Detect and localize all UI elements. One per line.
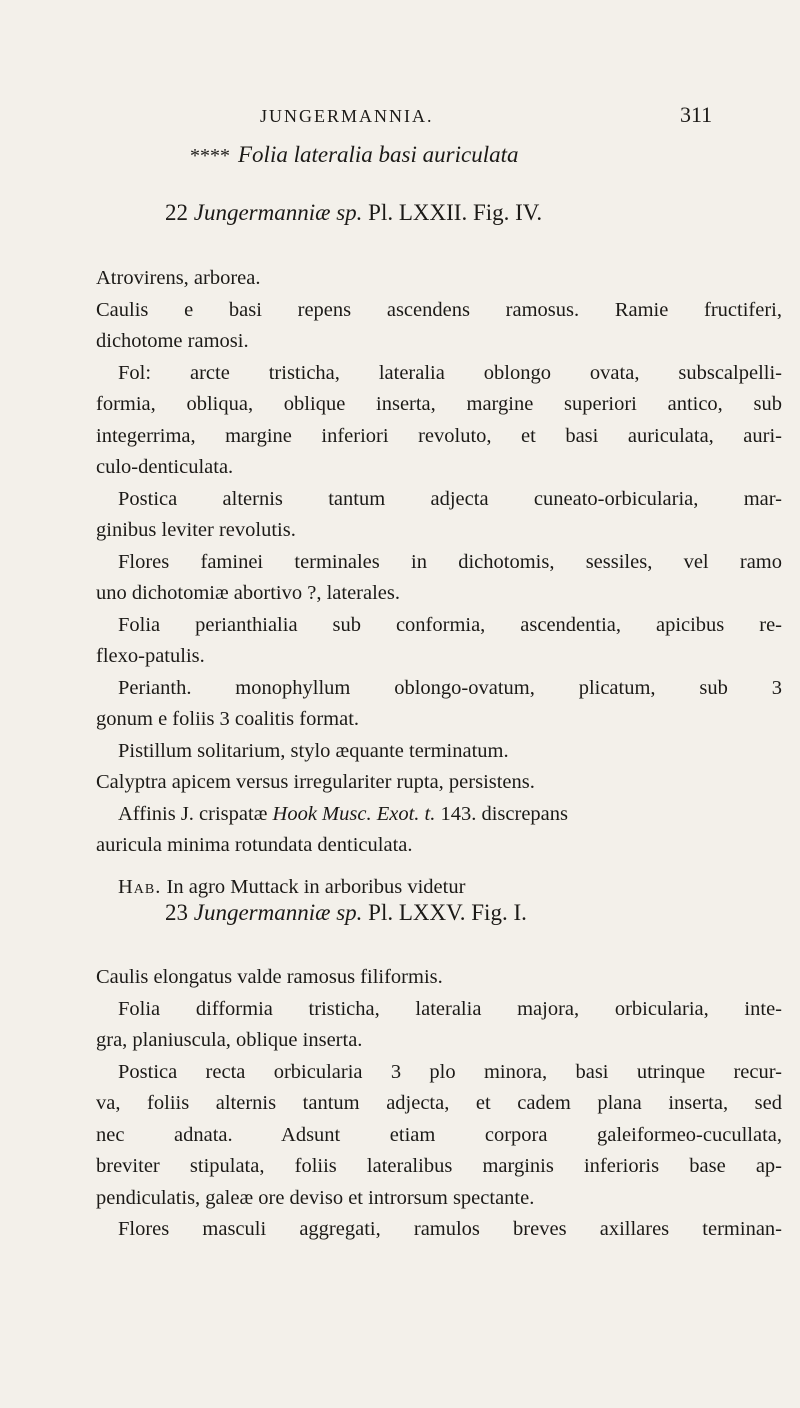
text-line: Calyptra apicem versus irregulariter rupta, persistens. — [96, 771, 535, 793]
heading-text: Folia lateralia basi auriculata — [238, 142, 519, 167]
text-line: gonum e foliis 3 coalitis format. — [96, 708, 360, 730]
text-line: flexo-patulis. — [96, 645, 205, 667]
entry-genus: Jungermanniæ sp. — [193, 900, 363, 925]
text-line: Caulis e basi repens ascendens ramosus. Ramie fructiferi, — [96, 298, 782, 321]
affinis-reference: Hook Musc. Exot. t. — [272, 802, 436, 825]
entry-number: 23 — [165, 900, 188, 925]
habitat-line — [96, 872, 782, 904]
text-line: Pistillum solitarium, stylo æquante terminatum. — [118, 739, 509, 762]
text-line: dichotome ramosi. — [96, 330, 249, 352]
text-line: Flores masculi aggregati, ramulos breves axillares terminan- — [118, 1218, 782, 1240]
text-line: Atrovirens, arborea. — [96, 267, 261, 289]
text-line: Perianth. monophyllum oblongo-ovatum, plicatum, sub 3 — [118, 676, 782, 699]
entry-22-title — [165, 200, 785, 226]
entry-23-title — [165, 900, 785, 926]
text-line: nec adnata. Adsunt etiam corpora galeiformeo-cucullata, — [96, 1123, 782, 1146]
affinis-text: Affinis J. crispatæ — [118, 802, 268, 825]
text-line: ginibus leviter revolutis. — [96, 519, 296, 541]
text-line: Fol: arcte tristicha, lateralia oblongo ovata, subscalpelli- — [118, 361, 782, 384]
text-line-affinis — [96, 799, 782, 831]
page-number: 311 — [680, 102, 713, 127]
text-line: auricula minima rotundata denticulata. — [96, 834, 413, 856]
text-line: uno dichotomiæ abortivo ?, laterales. — [96, 582, 401, 604]
section-heading — [190, 142, 518, 168]
running-head — [0, 94, 800, 134]
entry-22-description — [96, 263, 782, 903]
text-line: culo-denticulata. — [96, 456, 234, 478]
text-line: Caulis elongatus valde ramosus filiformis. — [96, 966, 443, 988]
text-line: Flores faminei terminales in dichotomis, sessiles, vel ramo — [118, 550, 782, 573]
text-line: Folia perianthialia sub conformia, ascendentia, apicibus re- — [118, 613, 782, 636]
text-line: gra, planiuscula, oblique inserta. — [96, 1029, 363, 1051]
text-line: Folia difformia tristicha, lateralia majora, orbicularia, inte- — [118, 997, 782, 1020]
entry-plate-ref: Pl. LXXV. Fig. I. — [368, 900, 527, 925]
text-line: pendiculatis, galeæ ore deviso et introrsum spectante. — [96, 1186, 535, 1209]
entry-genus: Jungermanniæ sp. — [193, 200, 363, 225]
text-line: Postica alternis tantum adjecta cuneato-orbicularia, mar- — [118, 487, 782, 510]
text-line: breviter stipulata, foliis lateralibus marginis inferioris base ap- — [96, 1155, 782, 1177]
heading-stars: **** — [190, 145, 230, 167]
entry-number: 22 — [165, 200, 188, 225]
text-line: va, foliis alternis tantum adjecta, et cadem plana inserta, sed — [96, 1092, 782, 1114]
text-line: formia, obliqua, oblique inserta, margine superiori antico, sub — [96, 393, 782, 415]
habitat-text: In agro Muttack in arboribus videtur — [166, 875, 466, 898]
text-line: integerrima, margine inferiori revoluto, et basi auriculata, auri- — [96, 424, 782, 447]
text-line: Postica recta orbicularia 3 plo minora, basi utrinque recur- — [118, 1060, 782, 1083]
affinis-rest: 143. discrepans — [440, 802, 568, 825]
habitat-label: Hab. — [118, 875, 162, 898]
entry-plate-ref: Pl. LXXII. Fig. IV. — [368, 200, 543, 225]
entry-23-description — [96, 962, 782, 1246]
running-title: JUNGERMANNIA. — [260, 106, 434, 126]
